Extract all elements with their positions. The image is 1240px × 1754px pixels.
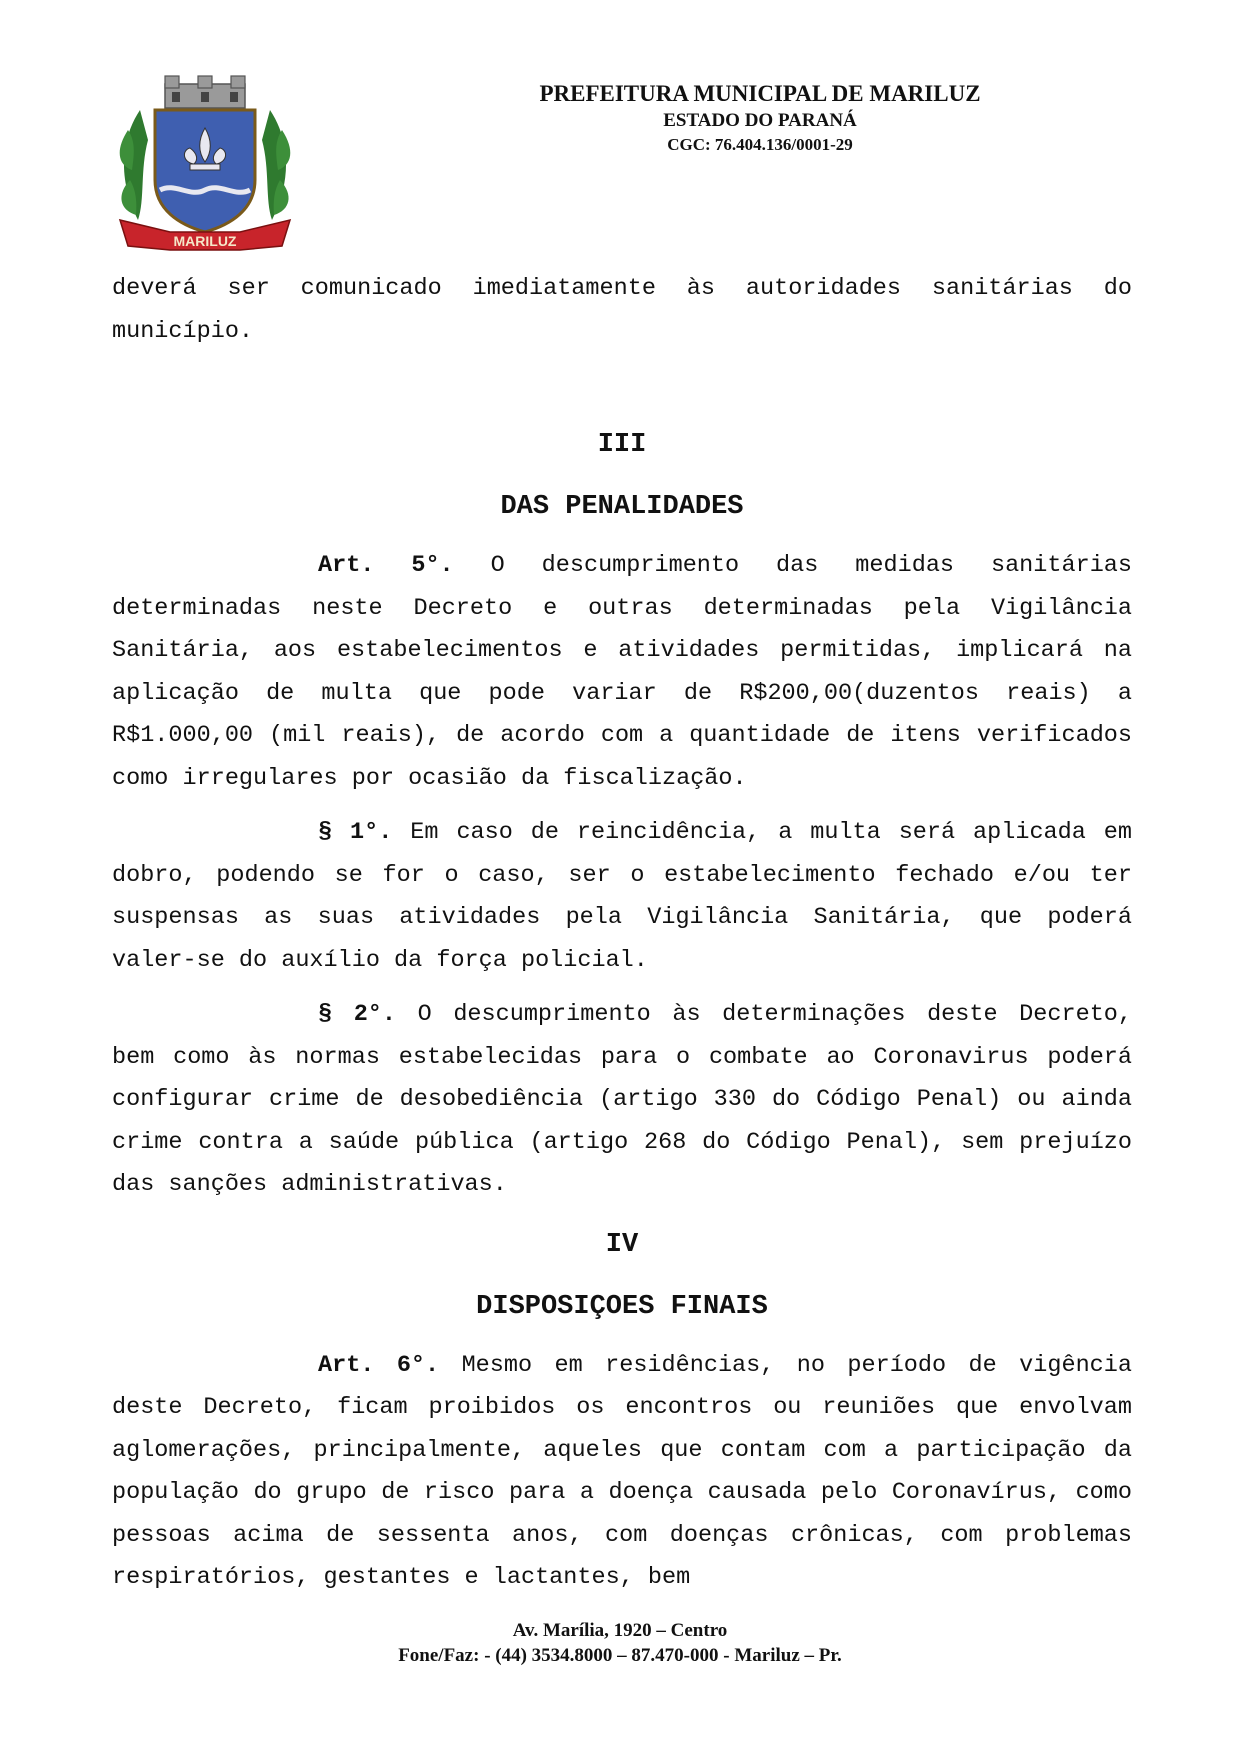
paragraph-1-lead: § 1°. bbox=[318, 819, 393, 846]
paragraph-2-text: O descumprimento às determinações deste Decreto, bem como às normas estabelecidas para o combate ao Coronavirus poderá configurar crime de desobediência (artigo 330 do Código Penal) ou ainda crime contra a saúde pública (artigo 268 do Código Penal), sem prejuízo das sanções administrativas. bbox=[112, 1001, 1133, 1198]
paragraph-2-lead: § 2°. bbox=[318, 1001, 397, 1028]
letterhead bbox=[110, 70, 1130, 260]
section-title-penalidades: DAS PENALIDADES bbox=[500, 492, 744, 522]
paragraph-2 bbox=[112, 994, 1132, 1207]
section-title-disposicoes-finais: DISPOSIÇOES FINAIS bbox=[476, 1291, 768, 1322]
section-number-iv: IV bbox=[605, 1229, 639, 1260]
logo-banner-text: MARILUZ bbox=[173, 233, 237, 249]
paragraph-1-text: Em caso de reincidência, a multa será aplicada em dobro, podendo se for o caso, ser o estabelecimento fechado e/ou ter suspensas as suas atividades pela Vigilância Sanitária, que poderá valer-se do auxílio da força policial. bbox=[112, 819, 1132, 974]
letterhead-footer bbox=[0, 1618, 1240, 1668]
article-6 bbox=[112, 1345, 1132, 1600]
document-body bbox=[112, 268, 1132, 1600]
article-6-text: Mesmo em residências, no período de vigência deste Decreto, ficam proibidos os encontros ou reuniões que envolvam aglomerações, principalmente, aqueles que contam com a participação da população do grupo de risco para a doença causada pelo Coronavírus, como pessoas acima de sessenta anos, com doenças crônicas, com problemas respiratórios, gestantes e lactantes, bem bbox=[112, 1351, 1132, 1591]
article-5-lead: Art. 5°. bbox=[318, 552, 454, 579]
article-5-text: O descumprimento das medidas sanitárias determinadas neste Decreto e outras determinadas pela Vigilância Sanitária, aos estabelecimentos e atividades permitidas, implicará na aplicação de multa que pode variar de R$200,00(duzentos reais) a R$1.000,00 (mil reais), de acordo com a quantidade de itens verificados como irregulares por ocasião da fiscalização. bbox=[112, 552, 1132, 792]
cgc-number: CGC: 76.404.136/0001-29 bbox=[667, 135, 853, 154]
state-name: ESTADO DO PARANÁ bbox=[663, 110, 857, 131]
paragraph-1 bbox=[112, 812, 1132, 982]
footer-address: Av. Marília, 1920 – Centro bbox=[512, 1620, 728, 1641]
footer-phone: Fone/Faz: - (44) 3534.8000 – 87.470-000 - Mariluz – Pr. bbox=[398, 1645, 842, 1666]
article-5 bbox=[112, 545, 1132, 800]
article-6-lead: Art. 6°. bbox=[318, 1351, 440, 1379]
intro-paragraph: deverá ser comunicado imediatamente às autoridades sanitárias do município. bbox=[112, 275, 1132, 345]
municipal-coat-of-arms-icon bbox=[110, 70, 300, 260]
letterhead-text bbox=[480, 80, 1040, 157]
municipality-title: PREFEITURA MUNICIPAL DE MARILUZ bbox=[539, 81, 981, 106]
section-number-iii: III bbox=[597, 430, 647, 460]
